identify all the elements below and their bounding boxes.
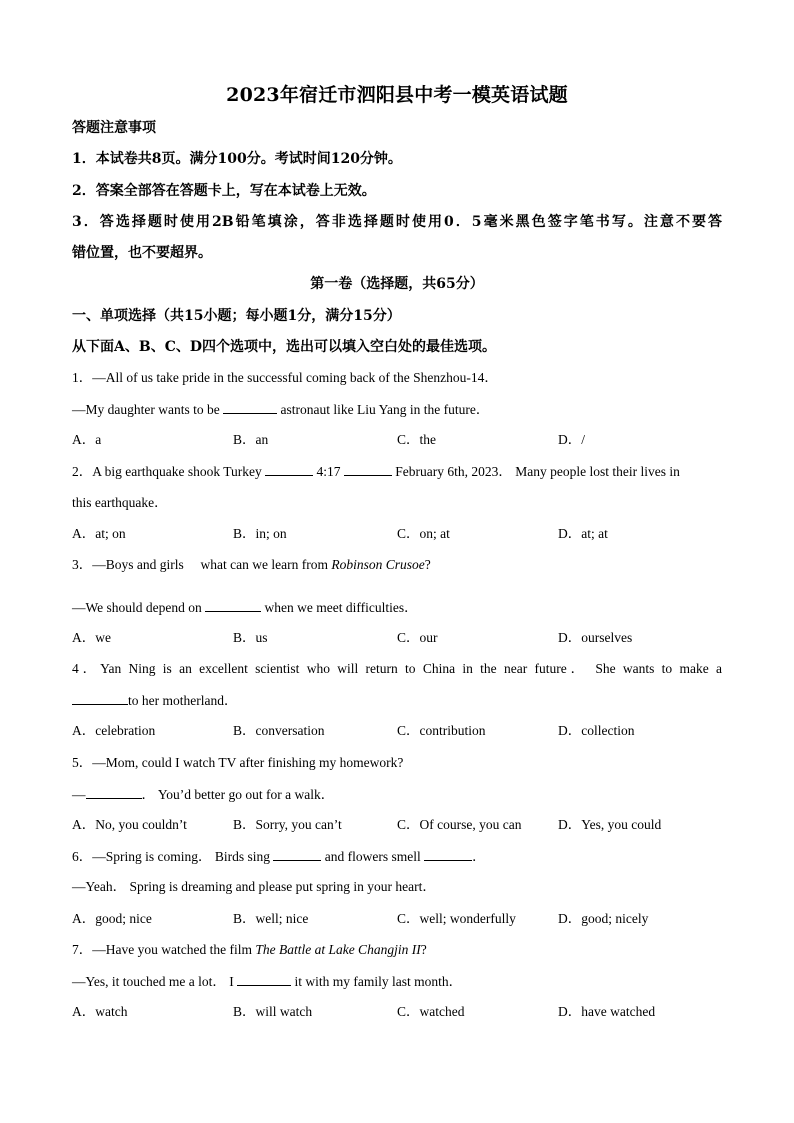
answer-blank bbox=[344, 462, 392, 476]
question-3-prompt bbox=[72, 556, 722, 574]
question-4-prompt-end: to her motherland． bbox=[128, 693, 238, 708]
question-7-option-d: D．have watched bbox=[558, 1004, 656, 1019]
notice-item-2: 2．答案全部答在答题卡上，写在本试卷上无效。 bbox=[72, 183, 376, 199]
question-3-book-title: Robinson Crusoe bbox=[331, 557, 425, 572]
question-3-prompt-middle: what can we learn from bbox=[200, 557, 328, 572]
question-7-option-b: B．will watch bbox=[233, 1004, 313, 1019]
notice-item-4: 错位置，也不要超界。 bbox=[72, 245, 212, 261]
question-4-option-a: A．celebration bbox=[72, 723, 156, 738]
question-3-option-b: B．us bbox=[233, 630, 268, 645]
question-4-prompt-continued bbox=[72, 691, 722, 710]
question-2-prompt-end: February 6th, 2023． Many people lost their lives in bbox=[395, 464, 680, 479]
question-3-response-start: —We should depend on bbox=[72, 600, 202, 615]
question-2-prompt-start: 2．A big earthquake shook Turkey bbox=[72, 464, 262, 479]
question-3-option-a: A．we bbox=[72, 630, 111, 645]
answer-blank bbox=[265, 462, 313, 476]
question-6-option-c: C．well; wonderfully bbox=[397, 911, 516, 926]
question-4-option-b: B．conversation bbox=[233, 723, 325, 738]
question-7-prompt-start: 7．—Have you watched the film bbox=[72, 942, 252, 957]
question-7-option-c: C．watched bbox=[397, 1004, 465, 1019]
question-4-option-d: D．collection bbox=[558, 723, 635, 738]
question-1-option-c: C．the bbox=[397, 432, 436, 447]
notice-heading: 答题注意事项 bbox=[72, 120, 156, 136]
question-5-option-c: C．Of course, you can bbox=[397, 817, 522, 832]
question-2-option-a: A．at; on bbox=[72, 526, 126, 541]
question-2-option-d: D．at; at bbox=[558, 526, 608, 541]
question-1-prompt: 1．—All of us take pride in the successful coming back of the Shenzhou-14． bbox=[72, 370, 498, 385]
question-1-option-a: A．a bbox=[72, 432, 102, 447]
question-5-option-d: D．Yes, you could bbox=[558, 817, 662, 832]
question-5-option-a: A．No, you couldn’t bbox=[72, 817, 187, 832]
section-title: 第一卷（选择题，共65分） bbox=[310, 276, 484, 292]
question-1-option-b: B．an bbox=[233, 432, 269, 447]
question-7-prompt-end: ? bbox=[420, 942, 427, 957]
question-7-film-title: The Battle at Lake Changjin II bbox=[255, 942, 421, 957]
question-2-option-b: B．in; on bbox=[233, 526, 287, 541]
question-1-response-end: astronaut like Liu Yang in the future． bbox=[280, 402, 490, 417]
question-3-option-d: D．ourselves bbox=[558, 630, 633, 645]
question-7-option-a: A．watch bbox=[72, 1004, 128, 1019]
question-5-prompt: 5．—Mom, could I watch TV after finishing my homework? bbox=[72, 755, 404, 770]
question-6-prompt bbox=[72, 847, 722, 866]
question-6-prompt-middle: and flowers smell bbox=[324, 849, 421, 864]
question-3-response-end: when we meet difficulties． bbox=[264, 600, 418, 615]
question-1-response-start: —My daughter wants to be bbox=[72, 402, 220, 417]
question-6-response: —Yeah． Spring is dreaming and please put spring in your heart． bbox=[72, 879, 436, 894]
question-3-option-c: C．our bbox=[397, 630, 438, 645]
page-title: 2023年宿迁市泗阳县中考一模英语试题 bbox=[226, 84, 568, 106]
question-5-response-end: ． You’d better go out for a walk． bbox=[141, 787, 335, 802]
question-6-prompt-end: ． bbox=[472, 849, 486, 864]
part-one-heading: 一、单项选择（共15小题；每小题1分，满分15分） bbox=[72, 308, 401, 324]
question-7-response bbox=[72, 972, 722, 991]
answer-blank bbox=[237, 972, 291, 986]
question-1-response bbox=[72, 400, 722, 419]
answer-blank bbox=[424, 847, 472, 861]
question-2-prompt-middle: 4:17 bbox=[316, 464, 341, 479]
question-6-option-a: A．good; nice bbox=[72, 911, 152, 926]
question-5-response bbox=[72, 785, 722, 804]
notice-item-3: 3．答选择题时使用2B铅笔填涂，答非选择题时使用0．5毫米黑色签字笔书写。注意不要答 bbox=[72, 214, 722, 230]
question-4-option-c: C．contribution bbox=[397, 723, 486, 738]
question-4-prompt: 4．Yan Ning is an excellent scientist who will return to China in the near future． She wants to make a bbox=[72, 661, 722, 676]
question-2-prompt-continued: this earthquake． bbox=[72, 495, 168, 510]
question-2-prompt bbox=[72, 462, 722, 481]
question-5-option-b: B．Sorry, you can’t bbox=[233, 817, 342, 832]
question-2-option-c: C．on; at bbox=[397, 526, 450, 541]
answer-blank bbox=[205, 598, 261, 612]
answer-blank bbox=[273, 847, 321, 861]
question-6-option-b: B．well; nice bbox=[233, 911, 309, 926]
answer-blank bbox=[86, 785, 142, 799]
question-3-prompt-start: 3．—Boys and girls bbox=[72, 557, 184, 572]
question-7-response-end: it with my family last month． bbox=[294, 974, 463, 989]
question-6-prompt-start: 6．—Spring is coming． Birds sing bbox=[72, 849, 271, 864]
answer-blank bbox=[72, 691, 128, 705]
question-7-response-start: —Yes, it touched me a lot． I bbox=[72, 974, 234, 989]
answer-blank bbox=[223, 400, 277, 414]
question-3-response bbox=[72, 598, 722, 617]
question-3-prompt-end: ? bbox=[424, 557, 431, 572]
notice-item-1: 1．本试卷共8页。满分100分。考试时间120分钟。 bbox=[72, 151, 402, 167]
question-7-prompt bbox=[72, 941, 722, 959]
part-one-instruction: 从下面A、B、C、D四个选项中，选出可以填入空白处的最佳选项。 bbox=[72, 339, 496, 355]
question-1-option-d: D．/ bbox=[558, 432, 585, 447]
question-6-option-d: D．good; nicely bbox=[558, 911, 649, 926]
question-5-response-dash: — bbox=[72, 787, 86, 802]
